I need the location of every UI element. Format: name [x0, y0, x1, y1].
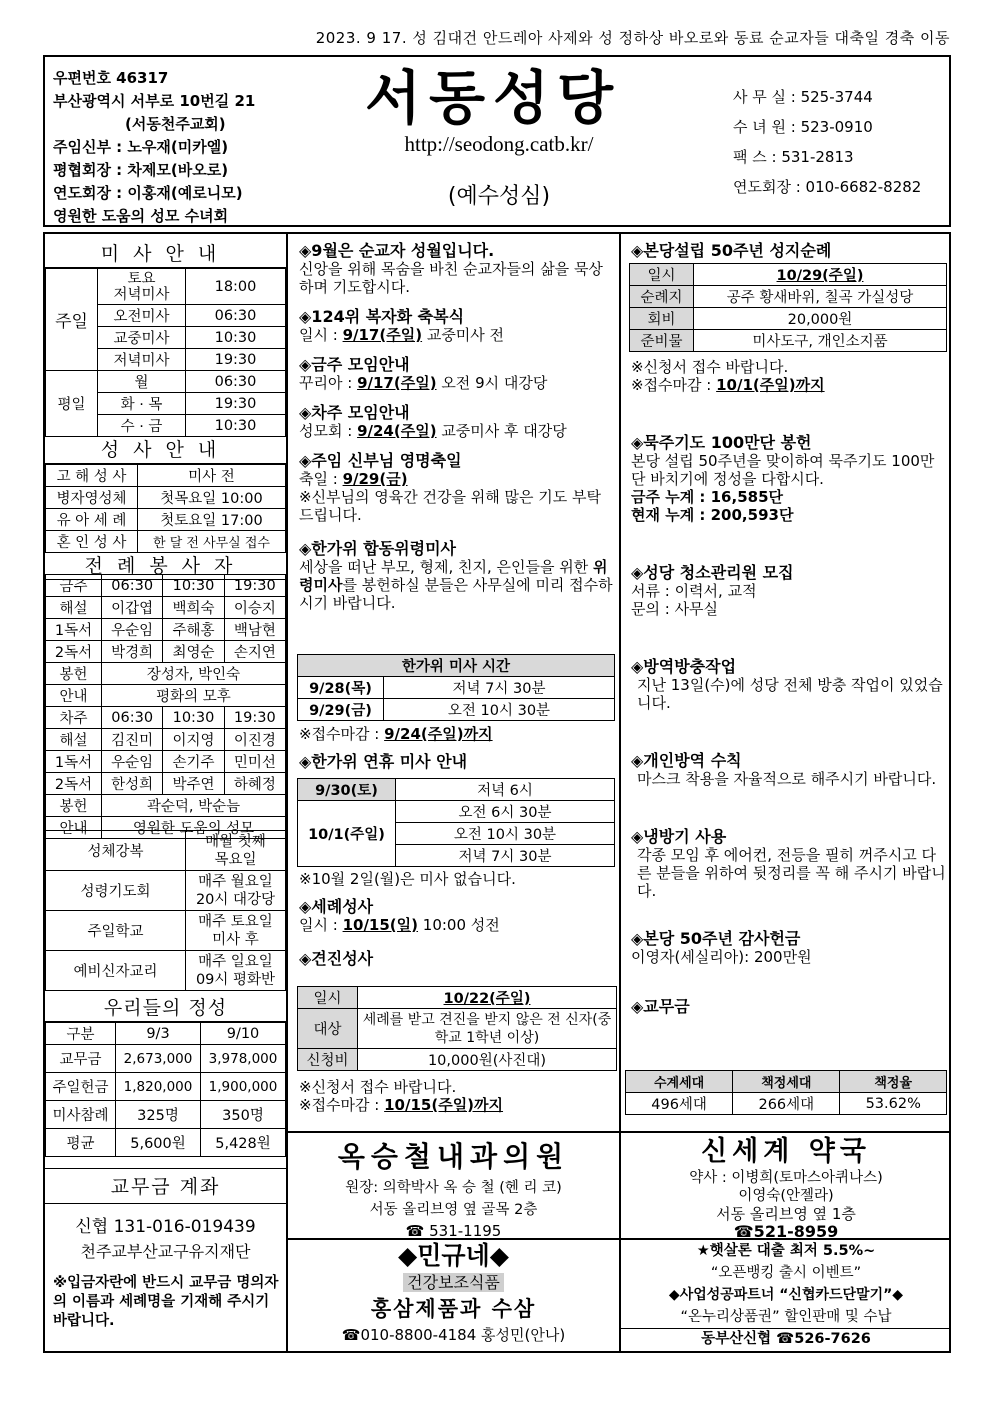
convent-phone: 수 녀 원 : 523-0910: [733, 118, 873, 136]
schedule-table: 성체강복 매월 첫째 목요일 성령기도회 매주 월요일 20시 대강당 주일학교 매주 토요일 미사 후 예비신자교리 매주 일요일 09시 평화반: [45, 830, 286, 991]
right-column: ◈본당설립 50주년 성지순례: [631, 241, 832, 260]
main-frame: 미사안내 주일 토요 저녁미사 18:00 오전미사 06:30 교중미사 10:30 저녁미사 19:30 평일 월 06:30 화 · 목 19:30 수 · 금 10:30 성사안내 고 해 성 사 미사 전 병자영성체 첫목요일 10:00 유 아 세 례 첫토요일 17:00 혼 인 성 사 한 달 전 사무실 접수 전례봉사자 금주 06:30 10:30 19:30 해설 이갑엽 백희숙 이승지 1독서 우순임 주해홍 백남현 2독서 박경희 최영순 손지연 봉헌 장성자, 박인숙 안내 평화의 모후 차주 06:30 10:30 19:30 해설 김진미 이지영 이진경 1독서 우순임 손기주 민미선 2독서 한성희 박주연 하혜정 봉헌 곽순덕, 박순늠 안내 영원한 도움의 성모 성체강복 매월 첫째 목요일 성령기도회 매주 월요일 20시 대강당 주일학교 매주 토요일 미사 후 예비신자교리 매주 일요일 09시 평화반 우리들의 정성 구분 9/3 9/10 교무금 2,673,000 3,978,000 주일헌금 1,820,000 1,900,000 미사참례 325명 350명 평균 5,600원 5,428원 교무금 계좌 신협 131-016-019439 천주교부산교구유지재단 ※입금자란에 반드시 교무금 명의자의 이름과 세례명을 기재해 주시기 바랍니다. ◈9월은 순교자 성월입니다. 신앙을 위해 목숨을 바친 순교자들의 삶을 묵상하며 기도합시다. ◈124위 복자화 축복식 일시 : 9/17(주일) 교중미사 전 ◈금주 모임안내 꾸리아 : 9/17(주일) 오전 9시 대강당 ◈차주 모임안내 성모회 : 9/24(주일) 교중미사 후 대강당 ◈주임 신부님 영명축일 축일 : 9/29(금) ※신부님의 영육간 건강을 위해 많은 기도 부탁드립니다. ◈한가위 합동위령미사 세상을 떠난 부모, 형제, 친지, 은인들을 위한 위령미사를 봉헌하실 분들은 사무실에 미리 접수하시기 바랍니다. 한가위 미사 시간 9/28(목) 저녁 7시 30분 9/29(금) 오전 10시 30분 ※접수마감 : 9/24(주일)까지 ◈한가위 연휴 미사 안내 9/30(토) 저녁 6시 10/1(주일) 오전 6시 30분 오전 10시 30분 저녁 7시 30분 ※10월 2일(월)은 미사 없습니다. ◈세례성사 일시 : 10/15(일) 10:00 성전 ◈견진성사 일시 10/22(주일) 대상 세례를 받고 견진을 받지 않은 전 신자(중학교 1학년 이상) 신청비 10,000원(사진대) ※신청서 접수 바랍니다. ※접수마감 : 10/15(주일)까지 ◈본당설립 50주년 성지순례 일시 10/29(주일) 순례지 공주 황새바위, 칠곡 가실성당 회비 20,000원 준비물 미사도구, 개인소지품 ※신청서 접수 바랍니다. ※접수마감 : 10/1(주일)까지 ◈묵주기도 100만단 봉헌 본당 설립 50주년을 맞이하여 묵주기도 100만단 바치기에 정성을 다합시다. 금주 누계 : 16,585단 현재 누계 : 200,593단 ◈성당 청소관리원 모집 서류 : 이력서, 교적 문의 : 사무실 ◈방역방충작업 지난 13일(수)에 성당 전체 방충 작업이 있었습니다. ◈개인방역 수칙 마스크 착용을 자율적으로 해주시기 바랍니다. ◈냉방기 사용 각종 모임 후 에어컨, 전등을 필히 꺼주시고 다른 분들을 위하여 뒷정리를 꼭 해 주시기 바랍니다. ◈본당 50주년 감사헌금 이영자(세실리아): 200만원 ◈교무금 수계세대 책정세대 책정율 496세대 266세대 53.62% 옥승철내과의원 원장: 의학박사 옥 승 철 (헨 리 코) 서동 올리브영 옆 골목 2층 ☎ 531-1195 신세계 약국 약사 : 이병희(토마스아퀴나스) 이영숙(안젤라) 서동 올리브영 옆 1층 ☎521-8959 ◆민규네◆ 건강보조식품 홍삼제품과 수삼 ☎010-8800-4184 홍성민(안나) ★햇살론 대출 최저 5.5%~ “오픈뱅킹 출시 이벤트” ◆사업성공파트너 “신협카드단말기”◆ “온누리상품권” 할인판매 및 수납 동부산신협 ☎526-7626: [43, 232, 951, 1353]
offering-table: 구분 9/3 9/10 교무금 2,673,000 3,978,000 주일헌금 1,820,000 1,900,000 미사참례 325명 350명 평균 5,600원 5,428원: [45, 1022, 286, 1157]
offering-title: 우리들의 정성: [45, 994, 286, 1022]
chuseok-mass-table: 한가위 미사 시간 9/28(목) 저녁 7시 30분 9/29(금) 오전 10시 30분: [297, 654, 615, 721]
ad-mingyu: ◆민규네◆ 건강보조식품 홍삼제품과 수삼 ☎010-8800-4184 홍성민(안나): [341, 1241, 566, 1344]
account-title: 교무금 계좌: [45, 1168, 286, 1204]
fax: 팩 스 : 531-2813: [733, 148, 854, 166]
ad-credit-union: ★햇살론 대출 최저 5.5%~ “오픈뱅킹 출시 이벤트” ◆사업성공파트너 “신협카드단말기”◆ “온누리상품권” 할인판매 및 수납 동부산신협 ☎526-7626: [621, 1240, 951, 1353]
servers-title: 전례봉사자: [45, 552, 286, 580]
church-name-sub: (서동천주교회): [125, 115, 226, 133]
account-number: 신협 131-016-019439: [75, 1217, 256, 1237]
masthead: [43, 55, 951, 227]
top-date-line: 2023. 9 17. 성 김대건 안드레아 사제와 성 정하상 바오로와 동료 순교자들 대축일 경축 이동: [315, 29, 950, 47]
prayer-president: 연도회장 : 이홍재(예로니모): [53, 184, 243, 202]
mass-table: 주일 토요 저녁미사 18:00 오전미사 06:30 교중미사 10:30 저녁미사 19:30 평일 월 06:30 화 · 목 19:30 수 · 금 10:30: [45, 268, 286, 437]
weekday-label: 평일: [46, 371, 98, 437]
motto: (예수성심): [447, 184, 551, 209]
office-phone: 사 무 실 : 525-3744: [733, 88, 873, 106]
council-president: 평협회장 : 차제모(바오로): [53, 161, 229, 179]
servers-table: 금주 06:30 10:30 19:30 해설 이갑엽 백희숙 이승지 1독서 우순임 주해홍 백남현 2독서 박경희 최영순 손지연 봉헌 장성자, 박인숙 안내 평화의 모후 차주 06:30 10:30 19:30 해설 김진미 이지영 이진경 1독서 우순임 손기주 민미선 2독서 한성희 박주연 하혜정 봉헌 곽순덕, 박순늠 안내 영원한 도움의 성모: [45, 574, 286, 839]
pastor: 주임신부 : 노우재(미카엘): [53, 138, 229, 156]
pilgrimage-table: 일시 10/29(주일) 순례지 공주 황새바위, 칠곡 가실성당 회비 20,000원 준비물 미사도구, 개인소지품: [629, 263, 947, 352]
website-link[interactable]: http://seodong.catb.kr/: [404, 132, 594, 156]
confirmation-table: 일시 10/22(주일) 대상 세례를 받고 견진을 받지 않은 전 신자(중학교 1학년 이상) 신청비 10,000원(사진대): [297, 986, 617, 1071]
holiday-mass-table: 9/30(토) 저녁 6시 10/1(주일) 오전 6시 30분 오전 10시 30분 저녁 7시 30분: [297, 778, 615, 867]
tithe-table: 수계세대 책정세대 책정율 496세대 266세대 53.62%: [625, 1070, 947, 1115]
postal-code: 우편번호 46317: [53, 69, 169, 87]
contact-info: [733, 82, 921, 202]
ad-pharmacy: 신세계 약국 약사 : 이병희(토마스아퀴나스) 이영숙(안젤라) 서동 올리브영 옆 1층 ☎521-8959: [689, 1136, 883, 1241]
sisters: 영원한 도움의 성모 수녀회: [53, 207, 229, 225]
account-holder: 천주교부산교구유지재단: [80, 1242, 251, 1261]
sacrament-table: 고 해 성 사 미사 전 병자영성체 첫목요일 10:00 유 아 세 례 첫토요일 17:00 혼 인 성 사 한 달 전 사무실 접수: [45, 464, 286, 553]
middle-column: ◈9월은 순교자 성월입니다. 신앙을 위해 목숨을 바친 순교자들의 삶을 묵상하며 기도합시다. ◈124위 복자화 축복식 일시 : 9/17(주일) 교중미사 전 ◈금주 모임안내 꾸리아 : 9/17(주일) 오전 9시 대강당 ◈차주 모임안내 성모회 : 9/24(주일) 교중미사 후 대강당 ◈주임 신부님 영명축일 축일 : 9/29(금) ※신부님의 영육간 건강을 위해 많은 기도 부탁드립니다. ◈한가위 합동위령미사 세상을 떠난 부모, 형제, 친지, 은인들을 위한 위령미사를 봉헌하실 분들은 사무실에 미리 접수하시기 바랍니다.: [299, 241, 613, 612]
parish-info: [53, 67, 255, 228]
prayer-phone: 연도회장 : 010-6682-8282: [733, 178, 922, 196]
account-note: ※입금자란에 반드시 교무금 명의자의 이름과 세례명을 기재해 주시기 바랍니다.: [53, 1275, 279, 1329]
sacrament-title: 성사안내: [45, 436, 286, 464]
page-title: 서동성당: [364, 64, 622, 132]
sunday-label: 주일: [46, 269, 98, 371]
address: 부산광역시 서부로 10번길 21: [53, 92, 256, 110]
ad-clinic: 옥승철내과의원 원장: 의학박사 옥 승 철 (헨 리 코) 서동 올리브영 옆 골목 2층 ☎ 531-1195: [337, 1140, 570, 1240]
mass-title: 미사안내: [45, 240, 286, 268]
